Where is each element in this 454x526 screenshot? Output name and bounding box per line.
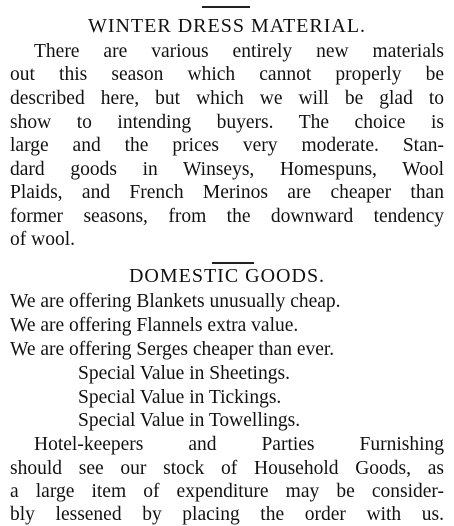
closing-line: should see our stock of Household Goods, as bbox=[10, 458, 444, 479]
winter-line: former seasons, from the downward tendency bbox=[10, 206, 444, 227]
offer-line: We are offering Blankets unusually cheap. bbox=[10, 291, 341, 312]
winter-line: out this season which cannot properly be bbox=[10, 64, 444, 85]
winter-line: dard goods in Winseys, Homespuns, Wool bbox=[10, 159, 444, 180]
domestic-heading: DOMESTIC GOODS. bbox=[128, 265, 326, 287]
closing-line: Hotel-keepers and Parties Furnishing bbox=[34, 434, 444, 455]
winter-line: of wool. bbox=[10, 229, 75, 250]
winter-line: described here, but which we will be glad to bbox=[10, 88, 444, 109]
special-line: Special Value in Towellings. bbox=[78, 410, 301, 431]
special-line: Special Value in Tickings. bbox=[78, 387, 282, 408]
offer-line: We are offering Serges cheaper than ever. bbox=[10, 339, 335, 360]
winter-line: show to intending buyers. The choice is bbox=[10, 112, 444, 133]
closing-line: bly lessened by placing the order with us. bbox=[10, 504, 444, 525]
winter-line: Plaids, and French Merinos are cheaper than bbox=[10, 182, 444, 203]
special-line: Special Value in Sheetings. bbox=[78, 363, 290, 384]
winter-line: large and the prices very moderate. Stan- bbox=[10, 135, 444, 156]
top-rule bbox=[202, 6, 250, 8]
closing-line: a large item of expenditure may be consider- bbox=[10, 481, 444, 502]
winter-heading: WINTER DRESS MATERIAL. bbox=[87, 15, 367, 37]
offer-line: We are offering Flannels extra value. bbox=[10, 315, 299, 336]
winter-line: There are various entirely new materials bbox=[34, 41, 444, 62]
